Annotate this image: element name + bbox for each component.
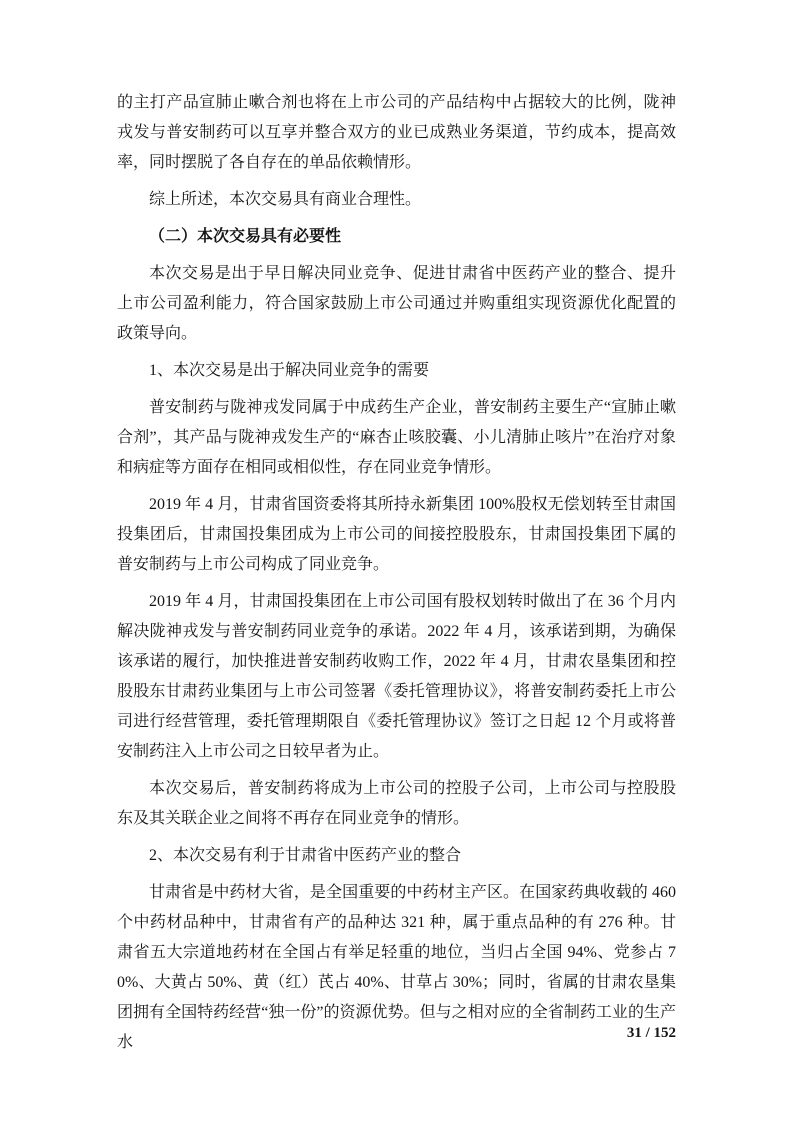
document-body [117, 88, 676, 1065]
subheading-competition-need: 1、本次交易是出于解决同业竞争的需要 [149, 362, 430, 379]
paragraph-continuation: 的主打产品宣肺止嗽合剂也将在上市公司的产品结构中占据较大的比例，陇神戎发与普安制药可以互享并整合双方的业已成熟业务渠道，节约成本，提高效率，同时摆脱了各自存在的单品依赖情形。 [117, 94, 676, 171]
section-heading-necessity: （二）本次交易具有必要性 [149, 228, 342, 245]
paragraph-2019-transfer: 2019 年 4 月，甘肃省国资委将其所持永新集团 100%股权无偿划转至甘肃国投集团后，甘肃国投集团成为上市公司的间接控股股东，甘肃国投集团下属的普安制药与上市公司构成了同业竞争。 [117, 496, 676, 573]
page-number: 31 / 152 [626, 1025, 676, 1041]
paragraph-gansu-medicine: 甘肃省是中药材大省，是全国重要的中药材主产区。在国家药典收载的 460 个中药材品种中，甘肃省有产的品种达 321 种，属于重点品种的有 276 种。甘肃省五大宗道地药材在全国占有举足轻重的地位，当归占全国 94%、党参占 70%、大黄占 50%、黄（红）芪占 40%、甘草占 30%；同时，省属的甘肃农垦集团拥有全国特药经营“独一份”的资源优势。但与之相对应的全省制药工业的生产水 [117, 884, 676, 1051]
paragraph-commitment: 2019 年 4 月，甘肃国投集团在上市公司国有股权划转时做出了在 36 个月内解决陇神戎发与普安制药同业竞争的承诺。2022 年 4 月，该承诺到期，为确保该承诺的履行，加快推进普安制药收购工作，2022 年 4 月，甘肃农垦集团和控股股东甘肃药业集团与上市公司签署《委托管理协议》，将普安制药委托上市公司进行经营管理，委托管理期限自《委托管理协议》签订之日起 12 个月或将普安制药注入上市公司之日较早者为止。 [117, 593, 676, 760]
paragraph-after-transaction: 本次交易后，普安制药将成为上市公司的控股子公司，上市公司与控股股东及其关联企业之间将不再存在同业竞争的情形。 [117, 780, 676, 827]
paragraph-conclusion: 综上所述，本次交易具有商业合理性。 [149, 191, 422, 208]
paragraph-policy: 本次交易是出于早日解决同业竞争、促进甘肃省中医药产业的整合、提升上市公司盈利能力，符合国家鼓励上市公司通过并购重组实现资源优化配置的政策导向。 [117, 265, 676, 342]
paragraph-same-industry: 普安制药与陇神戎发同属于中成药生产企业，普安制药主要生产“宣肺止嗽合剂”，其产品与陇神戎发生产的“麻杏止咳胶囊、小儿清肺止咳片”在治疗对象和病症等方面存在相同或相似性，存在同业竞争情形。 [117, 399, 676, 476]
subheading-industry-integration: 2、本次交易有利于甘肃省中医药产业的整合 [149, 847, 462, 864]
